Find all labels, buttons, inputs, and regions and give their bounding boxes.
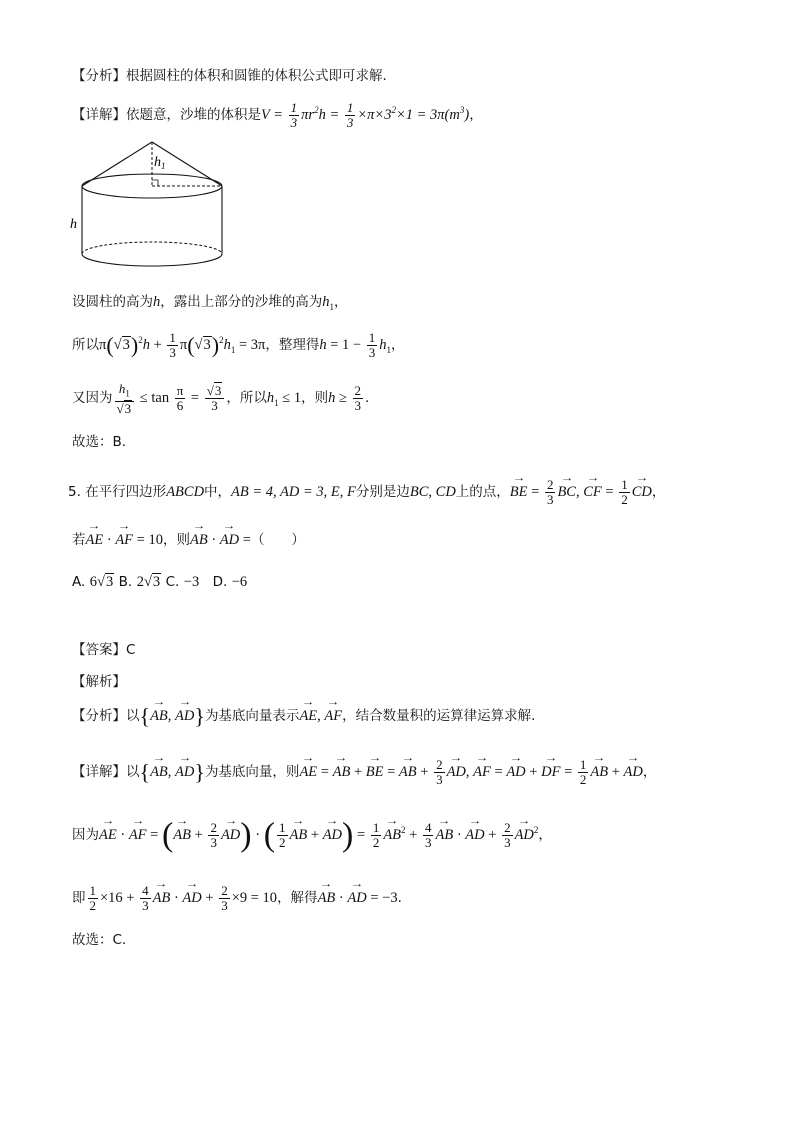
given-lengths: AB = 4, AD = 3, E, F bbox=[231, 483, 356, 500]
final-result: → AB · → AD = −3 bbox=[318, 890, 398, 906]
detail-paragraph-4: 又因为 $\frac{h_1}{√3}$ ≤ tan $\frac{\pi}{6}$ = $\frac{√3}{3}$ ，所以$h_1 \le 1$，则h ≥ $\frac{2}{3}$ . bbox=[72, 381, 370, 416]
choice-conclusion-c: 故选：C. bbox=[72, 932, 127, 948]
option-a-label: A. bbox=[72, 574, 86, 590]
answer-tag: 【答案】 bbox=[72, 642, 126, 658]
analysis-text: 根据圆柱的体积和圆锥的体积公式即可求解. bbox=[126, 68, 387, 84]
option-b-value: 2√3 bbox=[136, 574, 161, 590]
answer-value: C bbox=[126, 642, 136, 658]
analysis-tag: 【分析】 bbox=[72, 68, 126, 84]
detail-tag: 【详解】 bbox=[72, 106, 126, 123]
choice-conclusion-b: 故选：B. bbox=[72, 434, 127, 450]
detail-paragraph-6: 因为→ AE · → AF = (→ AB + $\frac{2}{3}$ → AD) · ( $\frac{1}{2}$ → AB + → AD) = $\frac{1}{2}$ → $AB^2$ + $\frac{4}{3}$ → AB · → AD + $\frac{2}{3}$ → $AD^2$， bbox=[72, 820, 552, 850]
option-a-value: 6√3 bbox=[89, 574, 114, 590]
dot-condition: → AE · → AF = 10 bbox=[86, 532, 163, 548]
question-number: 5. bbox=[68, 483, 81, 500]
options-row bbox=[72, 572, 247, 592]
detail-paragraph-7: 即 $\frac{1}{2}$ ×16 + $\frac{4}{3}$ → AB · → AD + $\frac{2}{3}$ ×9 = 10，解得→ AB · → AD = −3. bbox=[72, 884, 402, 913]
answer-line bbox=[72, 640, 135, 660]
option-d-label: D. bbox=[212, 574, 228, 590]
dot-question: → AB · → AD = bbox=[190, 532, 251, 548]
explanation-tag: 【解析】 bbox=[72, 674, 126, 690]
option-c-value: −3 bbox=[183, 574, 200, 590]
var-h1: $h_1$ bbox=[322, 294, 334, 312]
label-h1: $h_1$ bbox=[154, 155, 166, 171]
detail-paragraph-3: 所以$\pi(√3)^2h$ + $\frac{1}{3}$ $\pi(√3)^2h_1 = 3\pi$，整理得h = 1 − $\frac{1}{3}$ $h_1$， bbox=[72, 330, 405, 360]
option-c-label: C. bbox=[165, 574, 180, 590]
analysis-paragraph-2: 【分析】以{→ AB, → AD}为基底向量表示→ AE, → AF，结合数量积的运算律运算求解. bbox=[72, 706, 535, 727]
result-h: h ≥ $\frac{2}{3}$ bbox=[328, 383, 362, 414]
target-vectors: → AE, → AF bbox=[299, 708, 342, 724]
basis-set: {→ AB, → AD} bbox=[140, 708, 205, 724]
volume-formula: V = $\frac{1}{3}$ $\pi r^2h$ = $\frac{1}{3}$ $\times\pi\times 3^2\times 1 = 3\pi(m^3)$ bbox=[261, 100, 470, 130]
question-5-line-2: 若→ AE · → AF = 10，则→ AB · → AD =（ ） bbox=[72, 530, 305, 550]
analysis-paragraph-1 bbox=[72, 66, 387, 86]
result-h1: $h_1 \le 1$ bbox=[266, 390, 302, 409]
numeric-equation: $\frac{1}{2}$ ×16 + $\frac{4}{3}$ → AB · → AD + $\frac{2}{3}$ ×9 = 10 bbox=[86, 890, 278, 906]
equation-h: h = 1 − $\frac{1}{3}$ $h_1$ bbox=[319, 330, 391, 360]
vector-decomposition: → AE = → AB + → BE = → AB + $\frac{2}{3}$ → AD, → AF = → AD + → DF = $\frac{1}{2}$ → AB + → AD bbox=[299, 764, 642, 780]
dot-product-expansion: → AE · → AF = (→ AB + $\frac{2}{3}$ → AD) · ( $\frac{1}{2}$ → AB + → AD) = $\frac{1}{2}$ → $AB^2$ + $\frac{4}{3}$ → AB · → AD + $\frac{2}{3}$ → $AD^2$ bbox=[99, 827, 538, 843]
inequality-tan: $\frac{h_1}{√3}$ ≤ tan $\frac{\pi}{6}$ = $\frac{√3}{3}$ bbox=[113, 390, 227, 406]
cone-cylinder-figure bbox=[66, 136, 236, 272]
option-b-label: B. bbox=[118, 574, 133, 590]
equation-volume: $\pi(√3)^2h$ + $\frac{1}{3}$ $\pi(√3)^2h_1 = 3\pi$ bbox=[99, 330, 266, 360]
detail-paragraph-1: 【详解】依题意，沙堆的体积是V = $\frac{1}{3}$ $\pi r^2h$ = $\frac{1}{3}$ $\times\pi\times 3^2\times 1 = 3\pi(m^3)$， bbox=[72, 100, 483, 130]
label-h: h bbox=[70, 217, 77, 232]
vector-relations: → BE = $\frac{2}{3}$ → BC, → CF = $\frac{1}{2}$ → CD bbox=[510, 484, 652, 500]
detail-paragraph-2: 设圆柱的高为h，露出上部分的沙堆的高为$h_1$， bbox=[72, 294, 348, 312]
basis-set-2: {→ AB, → AD} bbox=[140, 764, 205, 780]
question-5-line-1: 5. 在平行四边形ABCD中，AB = 4, AD = 3, E, F分别是边BC, CD上的点，→ BE = $\frac{2}{3}$ → BC, → CF = $\frac{1}{2}$ → CD， bbox=[68, 478, 665, 507]
option-d-value: −6 bbox=[231, 574, 248, 590]
detail-paragraph-5: 【详解】以{→ AB, → AD}为基底向量，则→ AE = → AB + → BE = → AB + $\frac{2}{3}$ → AD, → AF = → AD + → DF = $\frac{1}{2}$ → AB + → AD， bbox=[72, 758, 656, 787]
